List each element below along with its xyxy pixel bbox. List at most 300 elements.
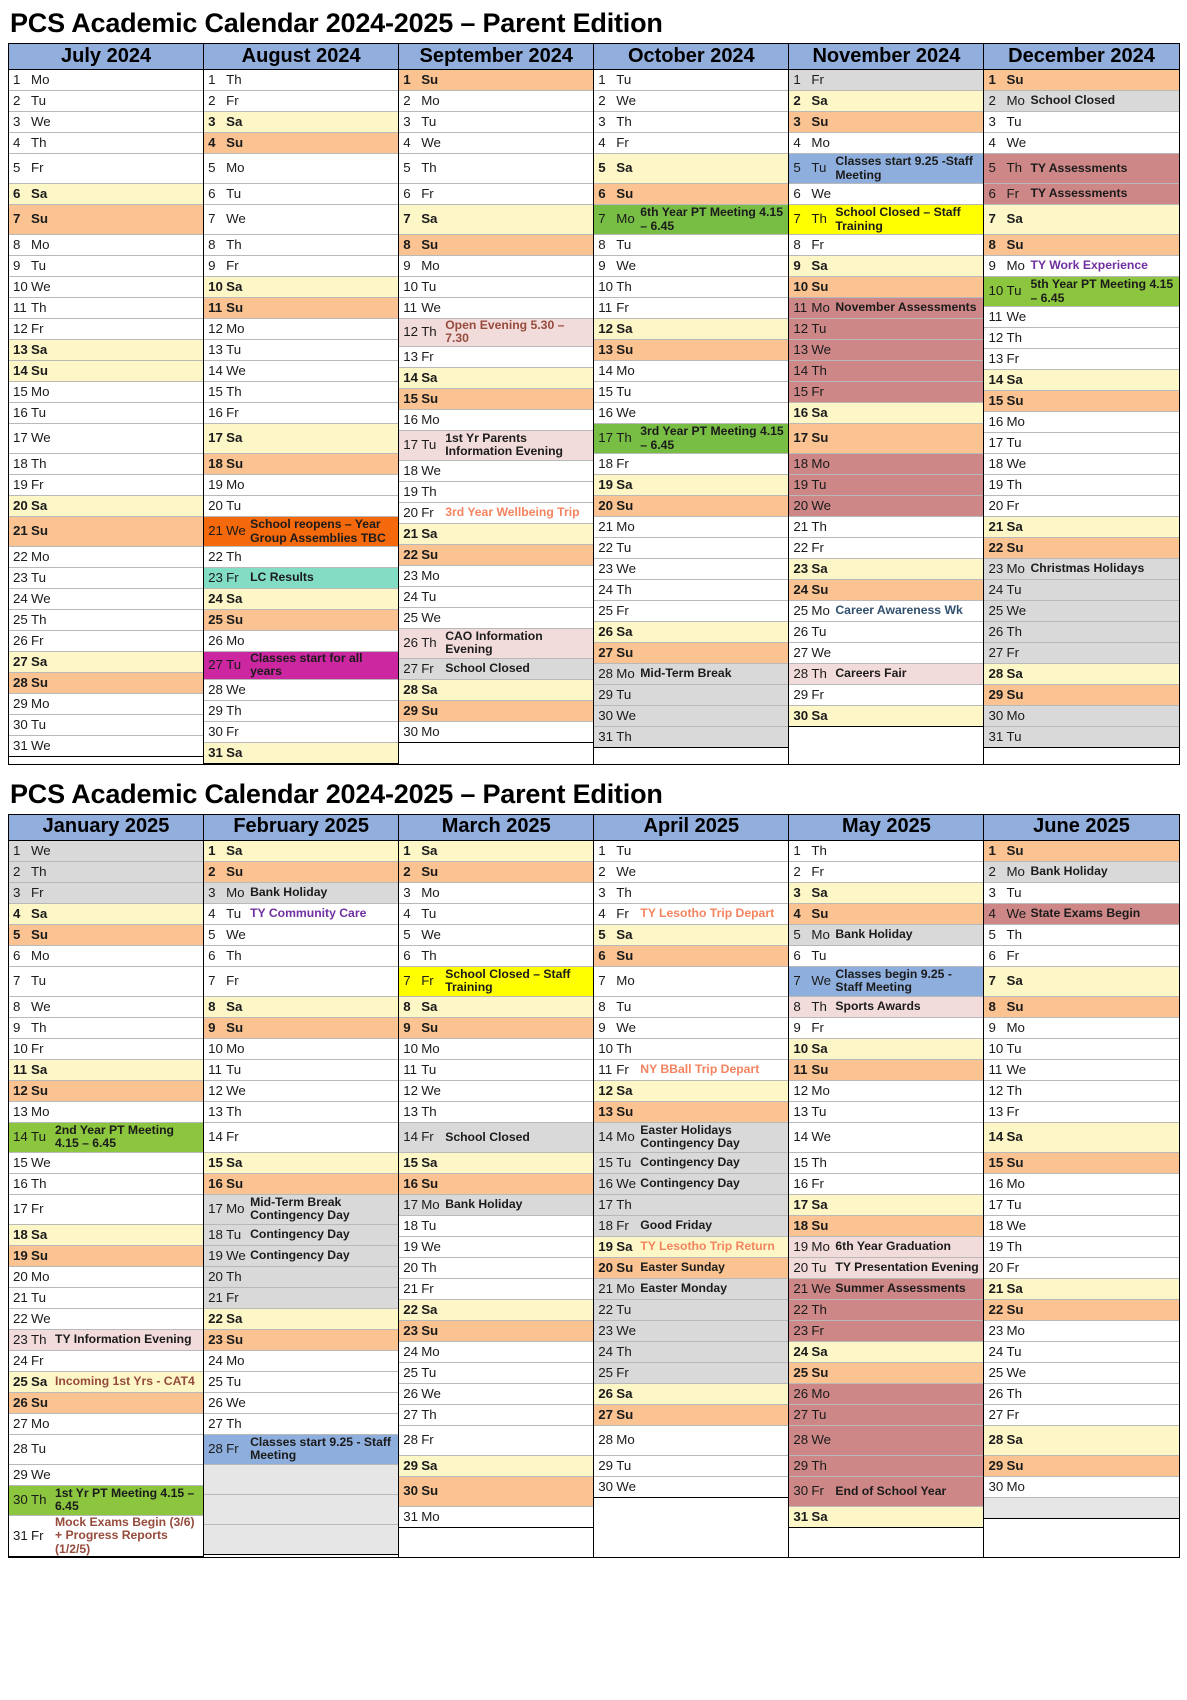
day-cell[interactable]: [399, 184, 593, 205]
day-cell[interactable]: [594, 601, 788, 622]
day-cell[interactable]: [984, 1384, 1178, 1405]
day-cell[interactable]: [984, 1321, 1178, 1342]
day-cell[interactable]: [594, 883, 788, 904]
day-cell[interactable]: [594, 925, 788, 946]
day-cell[interactable]: [9, 1039, 203, 1060]
day-cell[interactable]: [594, 454, 788, 475]
day-cell[interactable]: [399, 722, 593, 743]
day-cell[interactable]: [984, 1039, 1178, 1060]
day-cell[interactable]: [594, 1060, 788, 1081]
day-cell[interactable]: [204, 925, 398, 946]
day-cell[interactable]: [9, 1018, 203, 1039]
day-cell[interactable]: [399, 967, 593, 997]
day-cell[interactable]: [399, 1363, 593, 1384]
day-cell[interactable]: [984, 1363, 1178, 1384]
day-cell[interactable]: [399, 319, 593, 347]
day-cell[interactable]: [204, 382, 398, 403]
day-cell[interactable]: [9, 652, 203, 673]
day-cell[interactable]: [789, 1153, 983, 1174]
day-cell[interactable]: [984, 580, 1178, 601]
day-cell[interactable]: [9, 1465, 203, 1486]
day-cell[interactable]: [204, 1525, 398, 1555]
day-cell[interactable]: [399, 904, 593, 925]
day-cell[interactable]: [204, 1351, 398, 1372]
day-cell[interactable]: [789, 235, 983, 256]
day-cell[interactable]: [594, 1456, 788, 1477]
day-cell[interactable]: [594, 580, 788, 601]
day-cell[interactable]: [594, 205, 788, 235]
day-cell[interactable]: [204, 1435, 398, 1465]
day-cell[interactable]: [594, 517, 788, 538]
day-cell[interactable]: [204, 133, 398, 154]
day-cell[interactable]: [9, 70, 203, 91]
day-cell[interactable]: [789, 883, 983, 904]
day-cell[interactable]: [9, 382, 203, 403]
day-cell[interactable]: [789, 475, 983, 496]
day-cell[interactable]: [204, 547, 398, 568]
day-cell[interactable]: [204, 1465, 398, 1495]
day-cell[interactable]: [9, 1225, 203, 1246]
day-cell[interactable]: [9, 589, 203, 610]
day-cell[interactable]: [9, 925, 203, 946]
day-cell[interactable]: [399, 1456, 593, 1477]
day-cell[interactable]: [399, 1405, 593, 1426]
day-cell[interactable]: [9, 1153, 203, 1174]
day-cell[interactable]: [984, 622, 1178, 643]
day-cell[interactable]: [789, 256, 983, 277]
day-cell[interactable]: [9, 1174, 203, 1195]
day-cell[interactable]: [594, 997, 788, 1018]
day-cell[interactable]: [9, 1309, 203, 1330]
day-cell[interactable]: [594, 70, 788, 91]
day-cell[interactable]: [984, 370, 1178, 391]
day-cell[interactable]: [594, 298, 788, 319]
day-cell[interactable]: [984, 1102, 1178, 1123]
day-cell[interactable]: [399, 277, 593, 298]
day-cell[interactable]: [9, 361, 203, 382]
day-cell[interactable]: [399, 1174, 593, 1195]
day-cell[interactable]: [399, 883, 593, 904]
day-cell[interactable]: [594, 1321, 788, 1342]
day-cell[interactable]: [204, 997, 398, 1018]
day-cell[interactable]: [594, 1384, 788, 1405]
day-cell[interactable]: [594, 1153, 788, 1174]
day-cell[interactable]: [594, 727, 788, 748]
day-cell[interactable]: [594, 1477, 788, 1498]
day-cell[interactable]: [399, 1039, 593, 1060]
day-cell[interactable]: [984, 904, 1178, 925]
day-cell[interactable]: [594, 1039, 788, 1060]
day-cell[interactable]: [399, 1258, 593, 1279]
day-cell[interactable]: [789, 1195, 983, 1216]
day-cell[interactable]: [594, 112, 788, 133]
day-cell[interactable]: [204, 1246, 398, 1267]
day-cell[interactable]: [594, 1237, 788, 1258]
day-cell[interactable]: [399, 1018, 593, 1039]
day-cell[interactable]: [399, 545, 593, 566]
day-cell[interactable]: [789, 1342, 983, 1363]
day-cell[interactable]: [789, 706, 983, 727]
day-cell[interactable]: [984, 1456, 1178, 1477]
day-cell[interactable]: [594, 403, 788, 424]
day-cell[interactable]: [984, 1498, 1178, 1519]
day-cell[interactable]: [984, 1477, 1178, 1498]
day-cell[interactable]: [789, 1405, 983, 1426]
day-cell[interactable]: [9, 340, 203, 361]
day-cell[interactable]: [789, 1477, 983, 1507]
day-cell[interactable]: [399, 482, 593, 503]
day-cell[interactable]: [9, 1351, 203, 1372]
day-cell[interactable]: [9, 1246, 203, 1267]
day-cell[interactable]: [789, 1258, 983, 1279]
day-cell[interactable]: [594, 685, 788, 706]
day-cell[interactable]: [789, 601, 983, 622]
day-cell[interactable]: [9, 454, 203, 475]
day-cell[interactable]: [789, 517, 983, 538]
day-cell[interactable]: [789, 1321, 983, 1342]
day-cell[interactable]: [789, 1174, 983, 1195]
day-cell[interactable]: [984, 349, 1178, 370]
day-cell[interactable]: [984, 70, 1178, 91]
day-cell[interactable]: [399, 1153, 593, 1174]
day-cell[interactable]: [789, 1456, 983, 1477]
day-cell[interactable]: [984, 154, 1178, 184]
day-cell[interactable]: [9, 154, 203, 184]
day-cell[interactable]: [399, 524, 593, 545]
day-cell[interactable]: [399, 461, 593, 482]
day-cell[interactable]: [399, 503, 593, 524]
day-cell[interactable]: [594, 1174, 788, 1195]
day-cell[interactable]: [594, 967, 788, 997]
day-cell[interactable]: [984, 946, 1178, 967]
day-cell[interactable]: [9, 1288, 203, 1309]
day-cell[interactable]: [399, 1507, 593, 1528]
day-cell[interactable]: [789, 112, 983, 133]
day-cell[interactable]: [594, 841, 788, 862]
day-cell[interactable]: [984, 706, 1178, 727]
day-cell[interactable]: [789, 967, 983, 997]
day-cell[interactable]: [9, 1414, 203, 1435]
day-cell[interactable]: [399, 608, 593, 629]
day-cell[interactable]: [9, 235, 203, 256]
day-cell[interactable]: [789, 904, 983, 925]
day-cell[interactable]: [9, 133, 203, 154]
day-cell[interactable]: [204, 946, 398, 967]
day-cell[interactable]: [789, 340, 983, 361]
day-cell[interactable]: [984, 685, 1178, 706]
day-cell[interactable]: [789, 277, 983, 298]
day-cell[interactable]: [789, 1123, 983, 1153]
day-cell[interactable]: [789, 496, 983, 517]
day-cell[interactable]: [9, 946, 203, 967]
day-cell[interactable]: [204, 967, 398, 997]
day-cell[interactable]: [594, 256, 788, 277]
day-cell[interactable]: [789, 298, 983, 319]
day-cell[interactable]: [984, 1405, 1178, 1426]
day-cell[interactable]: [789, 1426, 983, 1456]
day-cell[interactable]: [984, 1426, 1178, 1456]
day-cell[interactable]: [204, 1174, 398, 1195]
day-cell[interactable]: [204, 652, 398, 680]
day-cell[interactable]: [9, 1195, 203, 1225]
day-cell[interactable]: [789, 559, 983, 580]
day-cell[interactable]: [594, 1426, 788, 1456]
day-cell[interactable]: [789, 1384, 983, 1405]
day-cell[interactable]: [789, 154, 983, 184]
day-cell[interactable]: [399, 925, 593, 946]
day-cell[interactable]: [204, 1102, 398, 1123]
day-cell[interactable]: [9, 610, 203, 631]
day-cell[interactable]: [399, 154, 593, 184]
day-cell[interactable]: [204, 680, 398, 701]
day-cell[interactable]: [399, 841, 593, 862]
day-cell[interactable]: [594, 862, 788, 883]
day-cell[interactable]: [984, 184, 1178, 205]
day-cell[interactable]: [204, 1330, 398, 1351]
day-cell[interactable]: [204, 722, 398, 743]
day-cell[interactable]: [984, 1123, 1178, 1153]
day-cell[interactable]: [204, 205, 398, 235]
day-cell[interactable]: [984, 91, 1178, 112]
day-cell[interactable]: [9, 256, 203, 277]
day-cell[interactable]: [399, 587, 593, 608]
day-cell[interactable]: [789, 538, 983, 559]
day-cell[interactable]: [399, 1081, 593, 1102]
day-cell[interactable]: [399, 133, 593, 154]
day-cell[interactable]: [594, 475, 788, 496]
day-cell[interactable]: [789, 205, 983, 235]
day-cell[interactable]: [984, 559, 1178, 580]
day-cell[interactable]: [594, 904, 788, 925]
day-cell[interactable]: [9, 694, 203, 715]
day-cell[interactable]: [594, 1405, 788, 1426]
day-cell[interactable]: [9, 997, 203, 1018]
day-cell[interactable]: [204, 184, 398, 205]
day-cell[interactable]: [9, 673, 203, 694]
day-cell[interactable]: [204, 1018, 398, 1039]
day-cell[interactable]: [594, 1279, 788, 1300]
day-cell[interactable]: [204, 496, 398, 517]
day-cell[interactable]: [984, 1153, 1178, 1174]
day-cell[interactable]: [204, 1195, 398, 1225]
day-cell[interactable]: [399, 112, 593, 133]
day-cell[interactable]: [9, 967, 203, 997]
day-cell[interactable]: [399, 659, 593, 680]
day-cell[interactable]: [594, 133, 788, 154]
day-cell[interactable]: [789, 1018, 983, 1039]
day-cell[interactable]: [9, 496, 203, 517]
day-cell[interactable]: [789, 1102, 983, 1123]
day-cell[interactable]: [984, 1279, 1178, 1300]
day-cell[interactable]: [789, 1060, 983, 1081]
day-cell[interactable]: [204, 235, 398, 256]
day-cell[interactable]: [594, 664, 788, 685]
day-cell[interactable]: [984, 1060, 1178, 1081]
day-cell[interactable]: [984, 496, 1178, 517]
day-cell[interactable]: [984, 1237, 1178, 1258]
day-cell[interactable]: [984, 517, 1178, 538]
day-cell[interactable]: [9, 883, 203, 904]
day-cell[interactable]: [399, 1384, 593, 1405]
day-cell[interactable]: [204, 862, 398, 883]
day-cell[interactable]: [594, 1102, 788, 1123]
day-cell[interactable]: [984, 862, 1178, 883]
day-cell[interactable]: [789, 91, 983, 112]
day-cell[interactable]: [399, 629, 593, 659]
day-cell[interactable]: [204, 1225, 398, 1246]
day-cell[interactable]: [984, 454, 1178, 475]
day-cell[interactable]: [594, 154, 788, 184]
day-cell[interactable]: [594, 1342, 788, 1363]
day-cell[interactable]: [789, 1363, 983, 1384]
day-cell[interactable]: [399, 347, 593, 368]
day-cell[interactable]: [399, 566, 593, 587]
day-cell[interactable]: [594, 1300, 788, 1321]
day-cell[interactable]: [204, 319, 398, 340]
day-cell[interactable]: [984, 256, 1178, 277]
day-cell[interactable]: [399, 298, 593, 319]
day-cell[interactable]: [399, 1123, 593, 1153]
day-cell[interactable]: [789, 664, 983, 685]
day-cell[interactable]: [789, 382, 983, 403]
day-cell[interactable]: [204, 1372, 398, 1393]
day-cell[interactable]: [9, 1486, 203, 1516]
day-cell[interactable]: [789, 1039, 983, 1060]
day-cell[interactable]: [9, 205, 203, 235]
day-cell[interactable]: [984, 643, 1178, 664]
day-cell[interactable]: [9, 475, 203, 496]
day-cell[interactable]: [9, 1435, 203, 1465]
day-cell[interactable]: [204, 70, 398, 91]
day-cell[interactable]: [399, 680, 593, 701]
day-cell[interactable]: [984, 664, 1178, 685]
day-cell[interactable]: [399, 91, 593, 112]
day-cell[interactable]: [399, 1060, 593, 1081]
day-cell[interactable]: [9, 184, 203, 205]
day-cell[interactable]: [789, 184, 983, 205]
day-cell[interactable]: [204, 1081, 398, 1102]
day-cell[interactable]: [9, 1330, 203, 1351]
day-cell[interactable]: [789, 1507, 983, 1528]
day-cell[interactable]: [204, 610, 398, 631]
day-cell[interactable]: [789, 685, 983, 706]
day-cell[interactable]: [984, 307, 1178, 328]
day-cell[interactable]: [984, 1258, 1178, 1279]
day-cell[interactable]: [984, 235, 1178, 256]
day-cell[interactable]: [204, 475, 398, 496]
day-cell[interactable]: [9, 1516, 203, 1557]
day-cell[interactable]: [594, 361, 788, 382]
day-cell[interactable]: [9, 904, 203, 925]
day-cell[interactable]: [399, 256, 593, 277]
day-cell[interactable]: [399, 205, 593, 235]
day-cell[interactable]: [204, 1495, 398, 1525]
day-cell[interactable]: [204, 631, 398, 652]
day-cell[interactable]: [594, 643, 788, 664]
day-cell[interactable]: [399, 1477, 593, 1507]
day-cell[interactable]: [204, 298, 398, 319]
day-cell[interactable]: [594, 1195, 788, 1216]
day-cell[interactable]: [789, 1081, 983, 1102]
day-cell[interactable]: [9, 736, 203, 757]
day-cell[interactable]: [984, 1342, 1178, 1363]
day-cell[interactable]: [399, 946, 593, 967]
day-cell[interactable]: [399, 1321, 593, 1342]
day-cell[interactable]: [9, 424, 203, 454]
day-cell[interactable]: [399, 997, 593, 1018]
day-cell[interactable]: [984, 1081, 1178, 1102]
day-cell[interactable]: [399, 431, 593, 461]
day-cell[interactable]: [789, 946, 983, 967]
day-cell[interactable]: [594, 319, 788, 340]
day-cell[interactable]: [984, 841, 1178, 862]
day-cell[interactable]: [204, 1414, 398, 1435]
day-cell[interactable]: [9, 277, 203, 298]
day-cell[interactable]: [204, 568, 398, 589]
day-cell[interactable]: [399, 1102, 593, 1123]
day-cell[interactable]: [789, 70, 983, 91]
day-cell[interactable]: [789, 622, 983, 643]
day-cell[interactable]: [204, 701, 398, 722]
day-cell[interactable]: [9, 1393, 203, 1414]
day-cell[interactable]: [594, 559, 788, 580]
day-cell[interactable]: [984, 1174, 1178, 1195]
day-cell[interactable]: [204, 1288, 398, 1309]
day-cell[interactable]: [984, 997, 1178, 1018]
day-cell[interactable]: [789, 361, 983, 382]
day-cell[interactable]: [399, 1195, 593, 1216]
day-cell[interactable]: [9, 1081, 203, 1102]
day-cell[interactable]: [399, 1279, 593, 1300]
day-cell[interactable]: [399, 1426, 593, 1456]
day-cell[interactable]: [594, 946, 788, 967]
day-cell[interactable]: [789, 841, 983, 862]
day-cell[interactable]: [984, 1216, 1178, 1237]
day-cell[interactable]: [9, 1267, 203, 1288]
day-cell[interactable]: [9, 112, 203, 133]
day-cell[interactable]: [204, 277, 398, 298]
day-cell[interactable]: [984, 133, 1178, 154]
day-cell[interactable]: [204, 743, 398, 764]
day-cell[interactable]: [204, 256, 398, 277]
day-cell[interactable]: [204, 1267, 398, 1288]
day-cell[interactable]: [984, 883, 1178, 904]
day-cell[interactable]: [984, 112, 1178, 133]
day-cell[interactable]: [399, 410, 593, 431]
day-cell[interactable]: [984, 925, 1178, 946]
day-cell[interactable]: [789, 424, 983, 454]
day-cell[interactable]: [204, 1060, 398, 1081]
day-cell[interactable]: [789, 925, 983, 946]
day-cell[interactable]: [399, 862, 593, 883]
day-cell[interactable]: [204, 340, 398, 361]
day-cell[interactable]: [789, 997, 983, 1018]
day-cell[interactable]: [204, 517, 398, 547]
day-cell[interactable]: [9, 1102, 203, 1123]
day-cell[interactable]: [204, 1393, 398, 1414]
day-cell[interactable]: [789, 454, 983, 475]
day-cell[interactable]: [204, 424, 398, 454]
day-cell[interactable]: [984, 433, 1178, 454]
day-cell[interactable]: [9, 1060, 203, 1081]
day-cell[interactable]: [399, 701, 593, 722]
day-cell[interactable]: [399, 70, 593, 91]
day-cell[interactable]: [204, 589, 398, 610]
day-cell[interactable]: [204, 454, 398, 475]
day-cell[interactable]: [789, 1216, 983, 1237]
day-cell[interactable]: [204, 1153, 398, 1174]
day-cell[interactable]: [204, 841, 398, 862]
